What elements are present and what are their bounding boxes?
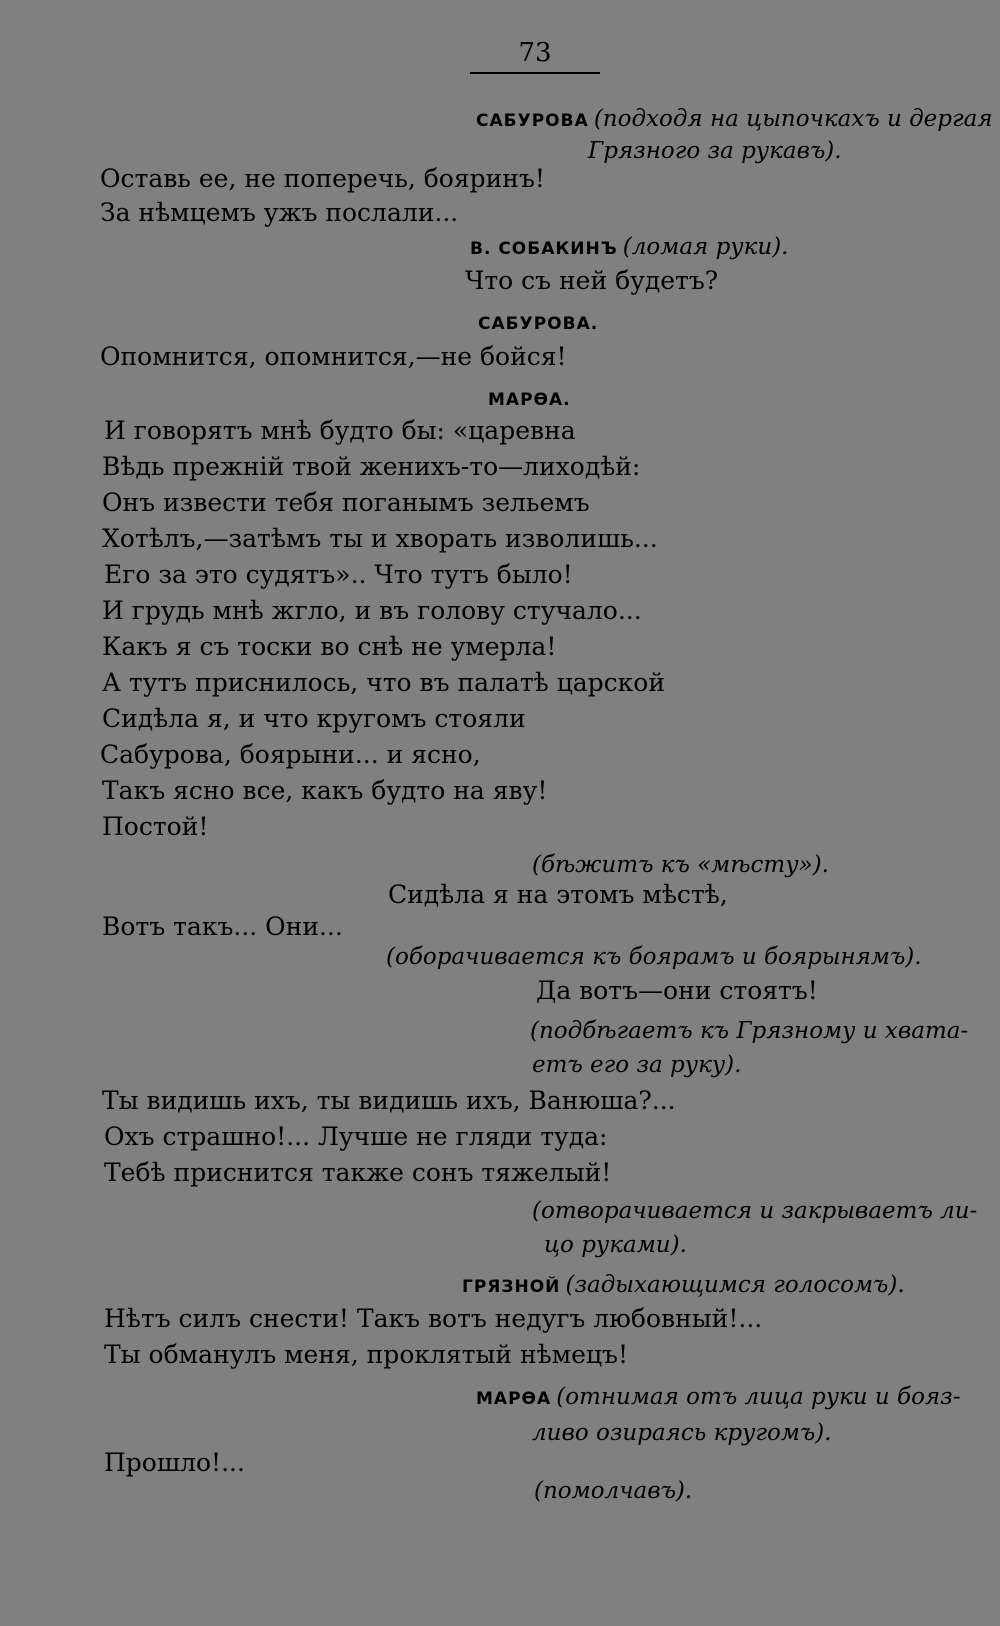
verse-line: Какъ я съ тоски во снѣ не умерла!: [102, 632, 557, 661]
verse-line: Ты обманулъ меня, проклятый нѣмецъ!: [104, 1340, 628, 1369]
verse-line: Постой!: [102, 812, 209, 841]
verse-line: И грудь мнѣ жгло, и въ голову стучало...: [102, 596, 642, 625]
verse-line: Прошло!...: [104, 1448, 245, 1477]
speaker-heading: [476, 106, 993, 132]
verse-line: Что съ ней будетъ?: [465, 266, 719, 295]
stage-direction: (отнимая отъ лица руки и бояз-: [556, 1384, 961, 1410]
verse-line: Сидѣла я, и что кругомъ стояли: [102, 704, 526, 733]
verse-line: Охъ страшно!... Лучше не гляди туда:: [104, 1122, 608, 1151]
speaker-name: МАРѲА: [476, 1389, 552, 1409]
speaker-name: В. СОБАКИНЪ: [470, 239, 618, 259]
verse-line: За нѣмцемъ ужъ послали...: [100, 198, 459, 227]
speaker-heading: [470, 234, 788, 260]
speaker-name: МАРѲА.: [488, 390, 571, 410]
stage-direction: (подходя на цыпочкахъ и дергая: [593, 106, 993, 132]
page-number-rule: [470, 72, 600, 74]
verse-line: Онъ извести тебя поганымъ зельемъ: [102, 488, 590, 517]
verse-line: Оставь ее, не поперечь, бояринъ!: [100, 164, 545, 193]
verse-line: Его за это судятъ».. Что тутъ было!: [104, 560, 573, 589]
stage-direction: (бѣжитъ къ «мѣсту»).: [532, 852, 829, 878]
verse-line: Нѣтъ силъ снести! Такъ вотъ недугъ любовный!...: [104, 1304, 763, 1333]
stage-direction: (задыхающимся голосомъ).: [565, 1272, 905, 1298]
verse-line: Тебѣ приснится также сонъ тяжелый!: [104, 1158, 612, 1187]
stage-direction: (подбѣгаетъ къ Грязному и хвата-: [530, 1018, 969, 1044]
verse-line: Сабурова, боярыни... и ясно,: [100, 740, 481, 769]
stage-direction: (оборачивается къ боярамъ и боярынямъ).: [386, 944, 922, 970]
verse-line: Сидѣла я на этомъ мѣстѣ,: [388, 880, 728, 909]
stage-direction: цо руками).: [544, 1232, 687, 1258]
verse-line: Опомнится, опомнится,—не бойся!: [100, 342, 567, 371]
verse-line: Вѣдь прежній твой женихъ-то—лиходѣй:: [102, 452, 641, 481]
stage-direction: (ломая руки).: [622, 234, 789, 260]
speaker-heading: [476, 1384, 960, 1410]
verse-line: Такъ ясно все, какъ будто на яву!: [102, 776, 548, 805]
stage-direction: етъ его за руку).: [532, 1052, 742, 1078]
speaker-name: САБУРОВА: [476, 111, 589, 131]
stage-direction: ливо озираясь кругомъ).: [532, 1420, 832, 1446]
speaker-name: ГРЯЗНОЙ: [462, 1277, 561, 1297]
verse-line: Да вотъ—они стоятъ!: [536, 976, 818, 1005]
verse-line: Хотѣлъ,—затѣмъ ты и хворать изволишь...: [102, 524, 658, 553]
verse-line: Ты видишь ихъ, ты видишь ихъ, Ванюша?...: [102, 1086, 676, 1115]
verse-line: Вотъ такъ... Они...: [102, 912, 343, 941]
verse-line: А тутъ приснилось, что въ палатѣ царской: [102, 668, 666, 697]
stage-direction: (помолчавъ).: [534, 1478, 693, 1504]
speaker-name: САБУРОВА.: [478, 314, 599, 334]
stage-direction: (отворачивается и закрываетъ ли-: [532, 1198, 978, 1224]
page-number: 73: [518, 38, 552, 68]
verse-line: И говорятъ мнѣ будто бы: «царевна: [104, 416, 576, 445]
stage-direction: Грязного за рукавъ).: [588, 138, 842, 164]
speaker-heading: [462, 1272, 905, 1298]
